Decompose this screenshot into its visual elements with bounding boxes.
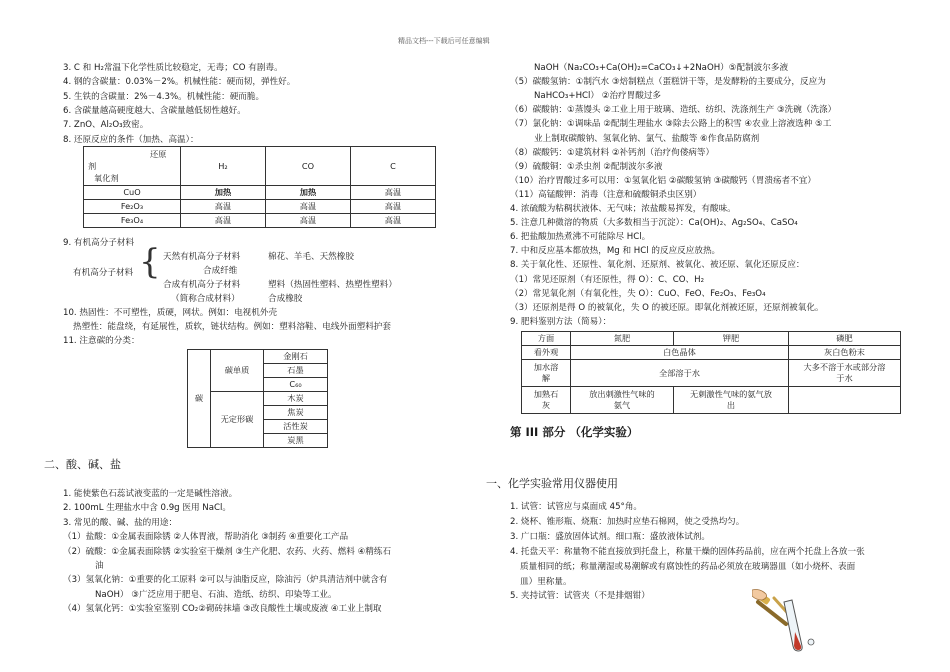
text-line: NaOH（Na₂CO₃+Ca(OH)₂=CaCO₃↓+2NaOH）⑤配制波尔多液 — [534, 63, 789, 73]
polymer-row: 天然有机高分子材料 — [163, 252, 241, 262]
polymer-row: （简称合成材料） — [171, 294, 240, 304]
text-line: （10）治疗胃酸过多可以用：①氢氧化铝 ②碳酸氢钠 ③碳酸钙（胃溃疡者不宜） — [510, 175, 816, 186]
text-line: （8）碳酸钙：①建筑材料 ②补钙剂（治疗佝偻病等） — [510, 147, 715, 158]
table-cell: 高温 — [266, 214, 351, 228]
reduction-table — [83, 146, 436, 228]
col-co: CO — [266, 147, 351, 186]
text-line: 3. 广口瓶：盛放固体试剂。细口瓶：盛放液体试剂。 — [510, 531, 710, 542]
text-line: 8. 关于氧化性、还原性、氧化剂、还原剂、被氧化、被还原、氧化还原反应： — [510, 260, 805, 271]
carbon-item: 石墨 — [264, 364, 328, 378]
fert-cell: 大多不溶于水或部分溶 于水 — [789, 360, 901, 387]
text-line: （6）碳酸钠：①蒸馒头 ②工业上用于玻璃、造纸、纺织、洗涤剂生产 ③洗碗（洗涤） — [510, 105, 837, 116]
text-line: 6. 把盐酸加热煮沸不可能除尽 HCl。 — [510, 232, 651, 243]
carbon-item: C₆₀ — [264, 378, 328, 392]
text-line: （3）还原剂是得 O 的被氧化，失 O 的被还原。即氧化剂被还原，还原剂被氧化。 — [510, 302, 824, 313]
text-line: 3. C 和 H₂常温下化学性质比较稳定，无毒；CO 有剧毒。 — [63, 63, 283, 73]
text-line: 7. ZnO、Al₂O₃致密。 — [63, 120, 149, 131]
fertilizer-table — [521, 331, 901, 414]
section-lab-instruments: 一、化学实验常用仪器使用 — [486, 477, 618, 490]
text-line: 7. 中和反应基本都放热，Mg 和 HCl 的反应反应放热。 — [510, 246, 721, 257]
table-cell: 高温 — [266, 200, 351, 214]
text-line: 4. 浓硫酸为粘稠状液体、无气味；浓盐酸易挥发，有酸味。 — [510, 204, 736, 214]
carbon-group: 无定形碳 — [211, 392, 264, 448]
carbon-group: 碳单质 — [211, 350, 264, 392]
text-line: 4. 钢的含碳量：0.03%－2%。机械性能：硬而韧，弹性好。 — [63, 77, 296, 88]
line-10b: 热塑性：能盘绕，有延展性，质软，链状结构。例如：塑料溶鞋、电线外面塑料护套 — [73, 322, 391, 332]
table-cell: 加热 — [266, 186, 351, 200]
brace-icon: { — [139, 242, 161, 282]
carbon-item: 炭黑 — [264, 434, 328, 448]
page-header: 精品文档---下载后可任意编辑 — [398, 37, 490, 45]
table-corner: 还原 剂 氧化剂 — [84, 147, 181, 186]
text-line: （2）常见氧化剂（有氧化性，失 O）：CuO、FeO、Fe₂O₃、Fe₃O₄ — [510, 288, 766, 299]
text-line: 6. 含碳量越高硬度越大、含碳量越低韧性越好。 — [63, 105, 246, 116]
text-line: 3. 常见的酸、碱、盐的用途： — [63, 517, 178, 528]
table-cell: 加热 — [181, 186, 266, 200]
text-line: 5. 夹持试管：试管夹（不是排烟钳） — [510, 591, 650, 602]
fert-row-label: 看外观 — [522, 346, 571, 360]
text-line: 质量相同的纸；称量潮湿或易潮解或有腐蚀性的药品必须放在玻璃器皿（如小烧杯、表面 — [520, 561, 856, 572]
text-line: （1）常见还原剂（有还原性，得 O）：C、CO、H₂ — [510, 274, 705, 285]
text-line: 2. 100mL 生理盐水中含 0.9g 医用 NaCl。 — [63, 503, 231, 514]
text-line: 8. 还原反应的条件（加热、高温）： — [63, 134, 199, 145]
text-line: （4）氢氧化钙：①实验室鉴别 CO₂②砌砖抹墙 ③改良酸性土壤或废液 ④工业上制取 — [63, 604, 382, 615]
table-cell: 高温 — [351, 214, 436, 228]
table-cell: 高温 — [351, 186, 436, 200]
text-line: （7）氯化钠：①调味品 ②配制生理盐水 ③除去公路上的积雪 ④农业上溶液选种 ⑤工 — [510, 119, 832, 130]
stopper-icon — [808, 639, 814, 645]
text-line: 2. 烧杯、锥形瓶、烧瓶：加热时应垫石棉网，使之受热均匀。 — [510, 516, 745, 527]
table-cell: 高温 — [181, 214, 266, 228]
fert-cell: 灰白色粉末 — [789, 346, 901, 360]
text-line: 1. 试管：试管应与桌面成 45°角。 — [510, 502, 643, 512]
polymer-row: 合成有机高分子材料 — [163, 280, 241, 290]
fert-head: 磷肥 — [789, 332, 901, 346]
fert-cell: 放出刺激性气味的 氨气 — [571, 387, 674, 414]
fert-head: 氮肥 — [571, 332, 674, 346]
fert-cell: 无刺激性气味的氨气放 出 — [674, 387, 789, 414]
col-c: C — [351, 147, 436, 186]
polymer-row: 合成纤维 — [203, 266, 238, 276]
text-line: （3）氢氧化钠：①重要的化工原料 ②可以与油脂反应，除油污（炉具清洁剂中就含有 — [63, 575, 388, 586]
carbon-item: 活性炭 — [264, 420, 328, 434]
fert-row-label: 加熟石 灰 — [522, 387, 571, 414]
hand-icon — [752, 590, 767, 601]
row-name: Fe₃O₄ — [84, 214, 181, 228]
text-line: 9. 肥料鉴别方法（简易）： — [510, 316, 612, 327]
text-line: 1. 能使紫色石蕊试液变蓝的一定是碱性溶液。 — [63, 489, 238, 499]
fert-head: 方面 — [522, 332, 571, 346]
col-h2: H₂ — [181, 147, 266, 186]
table-cell: 高温 — [351, 200, 436, 214]
text-line: 油 — [95, 561, 104, 571]
carbon-item: 金刚石 — [264, 350, 328, 364]
text-line: （1）盐酸：①金属表面除锈 ②人体胃液，帮助消化 ③制药 ④重要化工产品 — [63, 532, 349, 543]
carbon-table — [187, 349, 328, 448]
polymer-row-example: 棉花、羊毛、天然橡胶 — [268, 252, 354, 262]
text-line: 业上制取碳酸钠、氢氧化钠、氯气、盐酸等 ⑥作食品防腐剂 — [534, 133, 760, 144]
text-line: （5）碳酸氢钠：①制汽水 ③焙制糕点（蛋糕饼干等，是发酵粉的主要成分，反应为 — [510, 77, 826, 88]
fert-row-label: 加水溶 解 — [522, 360, 571, 387]
polymer-label: 有机高分子材料 — [73, 268, 134, 278]
line-11: 11. 注意碳的分类： — [63, 336, 140, 346]
row-name: Fe₂O₃ — [84, 200, 181, 214]
text-line: 皿）里称量。 — [520, 576, 572, 587]
polymer-row-example: 合成橡胶 — [268, 294, 303, 304]
polymer-title: 9. 有机高分子材料 — [63, 238, 135, 248]
table-cell: 高温 — [181, 200, 266, 214]
text-line: 5. 注意几种微溶的物质（大多数相当于沉淀）：Ca(OH)₂、Ag₂SO₄、CaSO₄ — [510, 218, 798, 229]
fert-head: 钾肥 — [674, 332, 789, 346]
fert-cell: 白色晶体 — [571, 346, 789, 360]
carbon-item: 焦炭 — [264, 406, 328, 420]
text-line: （11）高锰酸钾：消毒（注意和硫酸铜杀虫区别） — [510, 189, 702, 200]
text-line: （2）硫酸：①金属表面除锈 ②实验室干燥剂 ③生产化肥、农药、火药、燃料 ④精练石 — [63, 546, 392, 557]
text-line: 5. 生铁的含碳量：2%－4.3%。机械性能：硬而脆。 — [63, 91, 265, 102]
fert-cell: 全部溶于水 — [571, 360, 789, 387]
part-title: 第 III 部分 （化学实验） — [510, 425, 639, 439]
section-acid-base-salt: 二、酸、碱、盐 — [44, 458, 121, 471]
text-line: 4. 托盘天平：称量物不能直接放到托盘上，称量干燥的固体药品前，应在两个托盘上各放一张 — [510, 546, 865, 557]
text-line: （9）硫酸铜：①杀虫剂 ②配制波尔多液 — [510, 161, 663, 172]
text-line: NaHCO₃+HCl） ②治疗胃酸过多 — [534, 91, 662, 102]
row-name: CuO — [84, 186, 181, 200]
test-tube-illustration — [752, 588, 818, 654]
line-10a: 10. 热固性：不可塑性，质硬，网状。例如：电视机外壳 — [63, 308, 278, 318]
carbon-root: 碳 — [188, 350, 211, 448]
polymer-row-example: 塑料（热固性塑料、热塑性塑料） — [268, 280, 397, 290]
text-line: NaOH） ③广泛应用于肥皂、石油、造纸、纺织、印染等工业。 — [95, 589, 337, 600]
fert-cell — [789, 387, 901, 414]
carbon-item: 木炭 — [264, 392, 328, 406]
